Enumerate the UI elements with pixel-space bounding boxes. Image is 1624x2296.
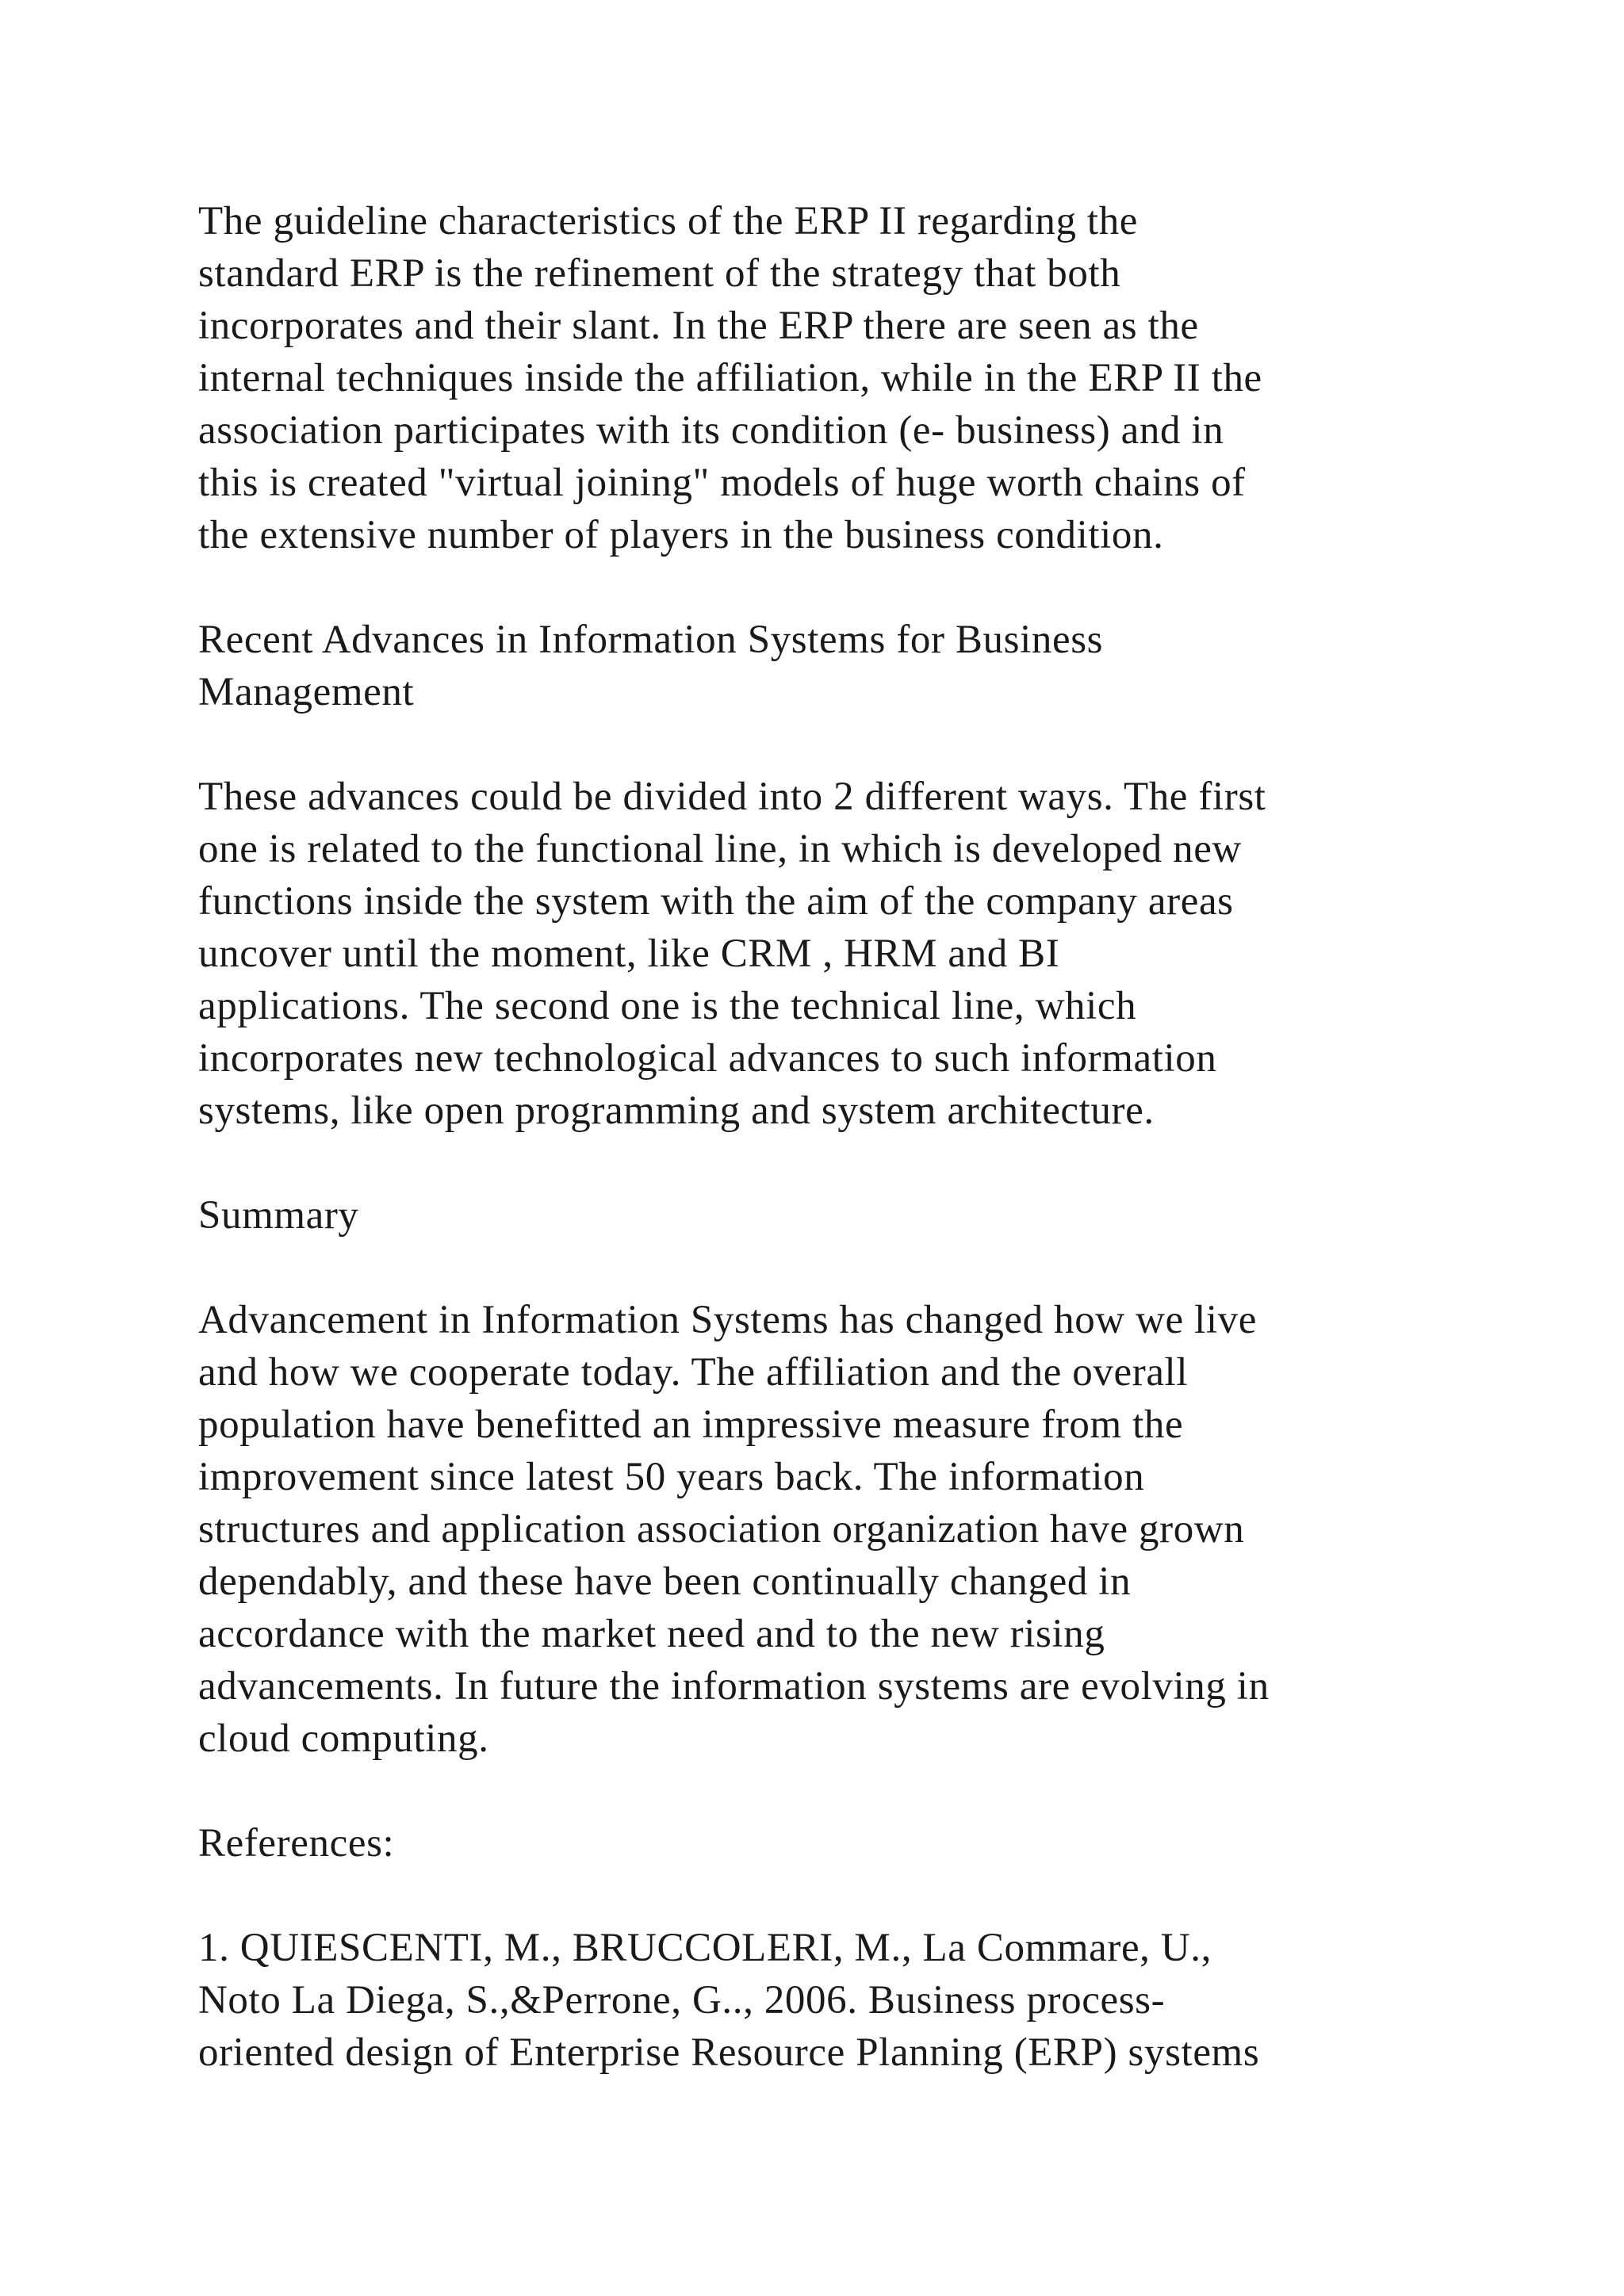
text-line: population have benefitted an impressive measure from the bbox=[198, 1402, 1184, 1447]
text-line: Advancement in Information Systems has changed how we live bbox=[198, 1298, 1257, 1342]
text-line: internal techniques inside the affiliation, while in the ERP II the bbox=[198, 356, 1262, 400]
text-line: cloud computing. bbox=[198, 1716, 489, 1761]
document-body bbox=[198, 195, 1515, 2079]
paragraph-spacer bbox=[198, 1242, 1515, 1294]
paragraph-advances bbox=[198, 771, 1515, 1137]
text-line: standard ERP is the refinement of the strategy that both bbox=[198, 251, 1121, 296]
text-line: accordance with the market need and to the new rising bbox=[198, 1612, 1105, 1656]
text-line: this is created "virtual joining" models of huge worth chains of bbox=[198, 461, 1246, 505]
heading-recent-advances bbox=[198, 614, 1515, 718]
text-line: association participates with its condition (e- business) and in bbox=[198, 408, 1224, 453]
text-line: improvement since latest 50 years back. The information bbox=[198, 1455, 1145, 1499]
heading-line: Recent Advances in Information Systems for Business bbox=[198, 618, 1104, 662]
heading-line: Summary bbox=[198, 1193, 359, 1238]
paragraph-spacer bbox=[198, 1869, 1515, 1922]
heading-line: Management bbox=[198, 670, 415, 714]
text-line: These advances could be divided into 2 different ways. The first bbox=[198, 775, 1266, 819]
text-line: dependably, and these have been continually changed in bbox=[198, 1559, 1132, 1604]
text-line: 1. QUIESCENTI, M., BRUCCOLERI, M., La Commare, U., bbox=[198, 1926, 1212, 1970]
heading-line: References: bbox=[198, 1821, 395, 1866]
text-line: and how we cooperate today. The affiliation and the overall bbox=[198, 1350, 1189, 1395]
paragraph-spacer bbox=[198, 561, 1515, 614]
text-line: incorporates and their slant. In the ERP there are seen as the bbox=[198, 304, 1199, 348]
heading-summary bbox=[198, 1189, 1515, 1242]
text-line: Noto La Diega, S.,&Perrone, G.., 2006. Business process- bbox=[198, 1978, 1166, 2022]
paragraph-spacer bbox=[198, 718, 1515, 771]
text-line: The guideline characteristics of the ERP II regarding the bbox=[198, 199, 1139, 243]
text-line: the extensive number of players in the business condition. bbox=[198, 513, 1164, 557]
text-line: systems, like open programming and system architecture. bbox=[198, 1089, 1155, 1133]
text-line: incorporates new technological advances to such information bbox=[198, 1036, 1217, 1081]
heading-references bbox=[198, 1817, 1515, 1869]
paragraph-spacer bbox=[198, 1765, 1515, 1817]
text-line: uncover until the moment, like CRM , HRM and BI bbox=[198, 932, 1060, 976]
text-line: one is related to the functional line, in which is developed new bbox=[198, 827, 1242, 871]
paragraph-summary bbox=[198, 1294, 1515, 1765]
text-line: applications. The second one is the technical line, which bbox=[198, 984, 1137, 1028]
text-line: advancements. In future the information systems are evolving in bbox=[198, 1664, 1270, 1709]
paragraph-erp-ii bbox=[198, 195, 1515, 561]
text-line: functions inside the system with the aim of the company areas bbox=[198, 879, 1234, 924]
reference-item bbox=[198, 1922, 1515, 2079]
text-line: structures and application association organization have grown bbox=[198, 1507, 1245, 1552]
paragraph-spacer bbox=[198, 1137, 1515, 1189]
text-line: oriented design of Enterprise Resource Planning (ERP) systems bbox=[198, 2030, 1260, 2075]
